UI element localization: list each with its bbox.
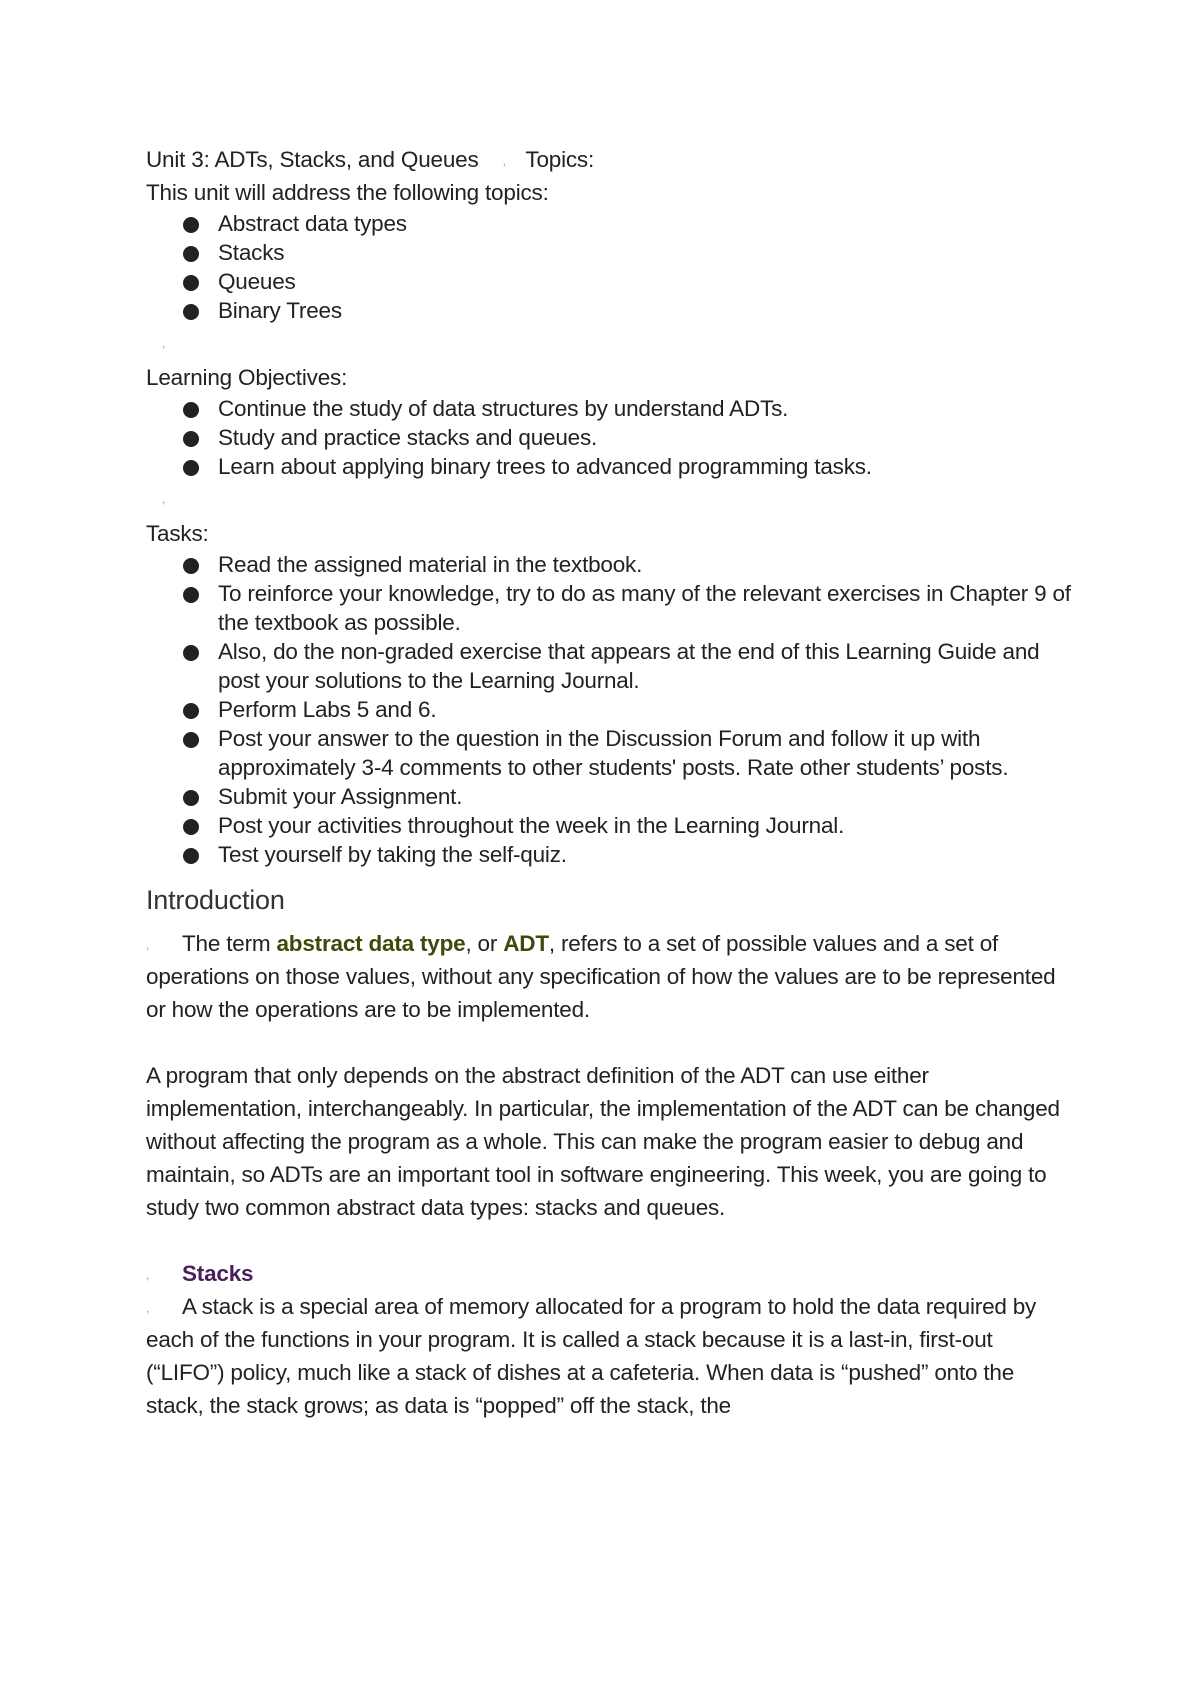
bullet-icon bbox=[183, 645, 199, 661]
bullet-icon bbox=[183, 460, 199, 476]
objectives-list bbox=[146, 394, 1076, 481]
list-item: Submit your Assignment. bbox=[218, 782, 1076, 811]
bullet-icon bbox=[183, 275, 199, 291]
tasks-heading: Tasks: bbox=[146, 521, 209, 546]
stacks-heading-line bbox=[146, 1257, 1076, 1290]
indent-mark: , bbox=[146, 1268, 150, 1283]
list-item: Learn about applying binary trees to advanced programming tasks. bbox=[218, 452, 1076, 481]
bullet-icon bbox=[183, 848, 199, 864]
list-item: Study and practice stacks and queues. bbox=[218, 423, 1076, 452]
list-item: Stacks bbox=[218, 238, 1076, 267]
term-abstract-data-type: abstract data type bbox=[276, 931, 466, 956]
topics-list bbox=[146, 209, 1076, 325]
bullet-icon bbox=[183, 431, 199, 447]
list-item: Read the assigned material in the textbook. bbox=[218, 550, 1076, 579]
topics-intro: This unit will address the following topics: bbox=[146, 180, 549, 205]
spacer-mark: , bbox=[162, 336, 166, 351]
document-content bbox=[146, 143, 1076, 1422]
bullet-icon bbox=[183, 304, 199, 320]
introduction-heading: Introduction bbox=[146, 885, 285, 915]
bullet-icon bbox=[183, 819, 199, 835]
indent-mark: , bbox=[146, 1301, 150, 1316]
bullet-icon bbox=[183, 217, 199, 233]
list-item: Continue the study of data structures by understand ADTs. bbox=[218, 394, 1076, 423]
bullet-icon bbox=[183, 703, 199, 719]
list-item: Post your activities throughout the week in the Learning Journal. bbox=[218, 811, 1076, 840]
objectives-heading: Learning Objectives: bbox=[146, 365, 348, 390]
list-item: Also, do the non-graded exercise that appears at the end of this Learning Guide and post your solutions to the Learning Journal. bbox=[218, 637, 1076, 695]
list-item: Abstract data types bbox=[218, 209, 1076, 238]
list-item: To reinforce your knowledge, try to do as many of the relevant exercises in Chapter 9 of the textbook as possible. bbox=[218, 579, 1076, 637]
list-item: Binary Trees bbox=[218, 296, 1076, 325]
tasks-list bbox=[146, 550, 1076, 869]
list-item: Post your answer to the question in the Discussion Forum and follow it up with approximately 3-4 comments to other students' posts. Rate other students’ posts. bbox=[218, 724, 1076, 782]
bullet-icon bbox=[183, 790, 199, 806]
stacks-paragraph-1: , A stack is a special area of memory allocated for a program to hold the data required by each of the functions in your program. It is called a stack because it is a last-in, first-out (“LIFO”) policy, much like a stack of dishes at a cafeteria. When data is “pushed” onto the stack, the stack grows; as data is “popped” off the stack, the bbox=[146, 1294, 1037, 1418]
list-item: Test yourself by taking the self-quiz. bbox=[218, 840, 1076, 869]
stacks-heading: Stacks bbox=[182, 1261, 254, 1286]
unit-title-line bbox=[146, 143, 1076, 176]
term-adt: ADT bbox=[503, 931, 549, 956]
topics-label: Topics: bbox=[525, 147, 595, 172]
introduction-paragraph-2: A program that only depends on the abstract definition of the ADT can use either implementation, interchangeably. In particular, the implementation of the ADT can be changed without affecting the program as a whole. This can make the program easier to debug and maintain, so ADTs are an important tool in software engineering. This week, you are going to study two common abstract data types: stacks and queues. bbox=[146, 1063, 1060, 1220]
spacer-mark: , bbox=[162, 492, 166, 507]
introduction-paragraph-1: , The term abstract data type, or ADT, refers to a set of possible values and a set of operations on those values, without any specification of how the values are to be represented or how the operations are to be implemented. bbox=[146, 931, 1056, 1022]
unit-title: Unit 3: ADTs, Stacks, and Queues bbox=[146, 147, 479, 172]
bullet-icon bbox=[183, 402, 199, 418]
bullet-icon bbox=[183, 587, 199, 603]
comma-mark: , bbox=[502, 154, 506, 169]
bullet-icon bbox=[183, 732, 199, 748]
list-item: Perform Labs 5 and 6. bbox=[218, 695, 1076, 724]
list-item: Queues bbox=[218, 267, 1076, 296]
bullet-icon bbox=[183, 558, 199, 574]
indent-mark: , bbox=[146, 938, 150, 953]
bullet-icon bbox=[183, 246, 199, 262]
